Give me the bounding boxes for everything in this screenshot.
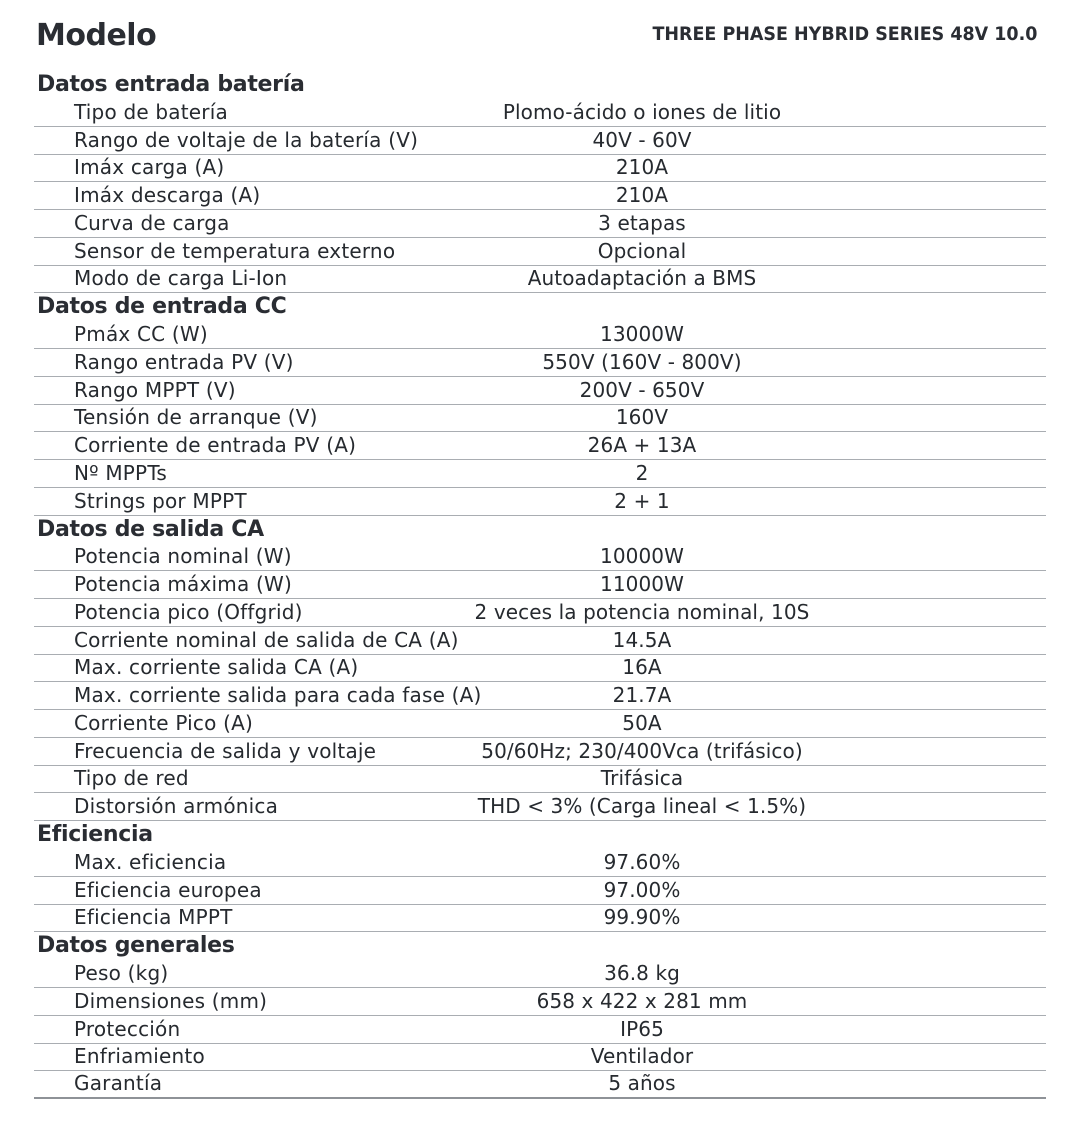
spec-label: Tipo de red <box>74 766 189 791</box>
spec-row <box>34 1071 1046 1099</box>
spec-row <box>34 238 1046 266</box>
spec-row <box>34 849 1046 877</box>
spec-label: Corriente Pico (A) <box>74 710 253 735</box>
spec-row <box>34 766 1046 794</box>
section-title: Datos generales <box>37 933 235 959</box>
spec-value: 658 x 422 x 281 mm <box>536 988 748 1013</box>
spec-value: 2 + 1 <box>614 488 670 513</box>
spec-value: 5 años <box>608 1071 676 1095</box>
spec-value: Autoadaptación a BMS <box>527 266 757 291</box>
spec-value: THD < 3% (Carga lineal < 1.5%) <box>477 794 807 818</box>
spec-value: 97.60% <box>603 849 681 874</box>
spec-value: Plomo-ácido o iones de litio <box>502 99 782 124</box>
spec-row <box>34 127 1046 155</box>
spec-row <box>34 266 1046 294</box>
spec-row <box>34 655 1046 683</box>
spec-row <box>34 544 1046 572</box>
spec-row <box>34 321 1046 349</box>
spec-label: Enfriamiento <box>74 1044 205 1069</box>
spec-row <box>34 877 1046 905</box>
spec-value: 200V - 650V <box>579 377 705 402</box>
spec-value: 11000W <box>600 572 684 596</box>
spec-label: Eficiencia europea <box>74 877 262 902</box>
spec-row <box>34 210 1046 238</box>
spec-row <box>34 1044 1046 1072</box>
spec-row <box>34 155 1046 183</box>
spec-label: Rango entrada PV (V) <box>74 349 294 374</box>
spec-label: Max. eficiencia <box>74 849 227 874</box>
spec-value: 2 veces la potencia nominal, 10S <box>474 599 810 624</box>
spec-row <box>34 432 1046 460</box>
spec-label: Strings por MPPT <box>74 488 247 513</box>
spec-row <box>34 710 1046 738</box>
spec-label: Modo de carga Li-Ion <box>74 266 288 291</box>
spec-row <box>34 793 1046 821</box>
spec-label: Potencia pico (Offgrid) <box>74 599 303 624</box>
spec-value: IP65 <box>620 1016 664 1041</box>
spec-row <box>34 488 1046 516</box>
spec-label: Potencia máxima (W) <box>74 572 292 596</box>
spec-value: Opcional <box>597 238 687 263</box>
spec-label: Corriente de entrada PV (A) <box>74 433 357 457</box>
spec-row <box>34 988 1046 1016</box>
spec-table <box>34 71 1046 1099</box>
spec-value: 21.7A <box>612 683 672 707</box>
spec-label: Sensor de temperatura externo <box>74 238 396 263</box>
spec-label: Potencia nominal (W) <box>74 544 292 569</box>
spec-value: 99.90% <box>603 905 681 930</box>
spec-value: 14.5A <box>612 627 672 652</box>
spec-value: 26A + 13A <box>587 433 697 457</box>
spec-row <box>34 627 1046 655</box>
spec-row <box>34 1016 1046 1044</box>
spec-row <box>34 599 1046 627</box>
spec-row <box>34 682 1046 710</box>
spec-row <box>34 349 1046 377</box>
section-title: Datos entrada batería <box>37 72 305 97</box>
spec-label: Dimensiones (mm) <box>74 988 268 1013</box>
spec-value: 210A <box>615 155 669 180</box>
model-label: Modelo <box>36 18 157 53</box>
spec-label: Nº MPPTs <box>74 460 168 485</box>
spec-label: Tensión de arranque (V) <box>74 405 318 430</box>
spec-label: Rango de voltaje de la batería (V) <box>74 127 419 152</box>
spec-row <box>34 960 1046 988</box>
spec-value: 40V - 60V <box>592 127 692 152</box>
spec-label: Distorsión armónica <box>74 794 279 818</box>
spec-row <box>34 571 1046 599</box>
spec-label: Imáx carga (A) <box>74 155 225 180</box>
spec-row <box>34 99 1046 127</box>
spec-label: Rango MPPT (V) <box>74 377 236 402</box>
spec-value: 2 <box>635 460 649 485</box>
spec-label: Garantía <box>74 1071 163 1095</box>
spec-value: 50A <box>622 710 662 735</box>
spec-label: Peso (kg) <box>74 961 169 985</box>
spec-value: 50/60Hz; 230/400Vca (trifásico) <box>481 738 803 763</box>
spec-value: 36.8 kg <box>604 961 680 985</box>
section-title: Datos de salida CA <box>37 516 264 542</box>
spec-label: Protección <box>74 1016 181 1041</box>
spec-value: 3 etapas <box>598 210 686 235</box>
section-title: Datos de entrada CC <box>37 294 287 320</box>
spec-row <box>34 460 1046 488</box>
spec-row <box>34 182 1046 210</box>
spec-row <box>34 405 1046 433</box>
spec-value: Ventilador <box>590 1044 694 1069</box>
spec-row <box>34 738 1046 766</box>
spec-label: Curva de carga <box>74 210 230 235</box>
spec-value: 97.00% <box>603 877 681 902</box>
spec-value: 210A <box>615 183 669 207</box>
spec-value: 13000W <box>600 322 684 346</box>
spec-value: 160V <box>615 405 669 430</box>
spec-row <box>34 905 1046 933</box>
spec-label: Tipo de batería <box>74 99 228 124</box>
section-title: Eficiencia <box>37 822 153 847</box>
product-name: THREE PHASE HYBRID SERIES 48V 10.0 <box>652 23 1037 45</box>
spec-value: 550V (160V - 800V) <box>542 349 742 374</box>
spec-label: Max. corriente salida CA (A) <box>74 655 359 680</box>
spec-label: Corriente nominal de salida de CA (A) <box>74 627 459 652</box>
spec-label: Eficiencia MPPT <box>74 905 233 930</box>
spec-value: Trifásica <box>600 766 684 791</box>
spec-label: Frecuencia de salida y voltaje <box>74 738 377 763</box>
spec-label: Max. corriente salida para cada fase (A) <box>74 683 482 707</box>
spec-row <box>34 377 1046 405</box>
spec-label: Imáx descarga (A) <box>74 183 261 207</box>
spec-value: 16A <box>622 655 662 680</box>
spec-header <box>36 16 1044 62</box>
spec-label: Pmáx CC (W) <box>74 322 208 346</box>
spec-value: 10000W <box>600 544 684 569</box>
